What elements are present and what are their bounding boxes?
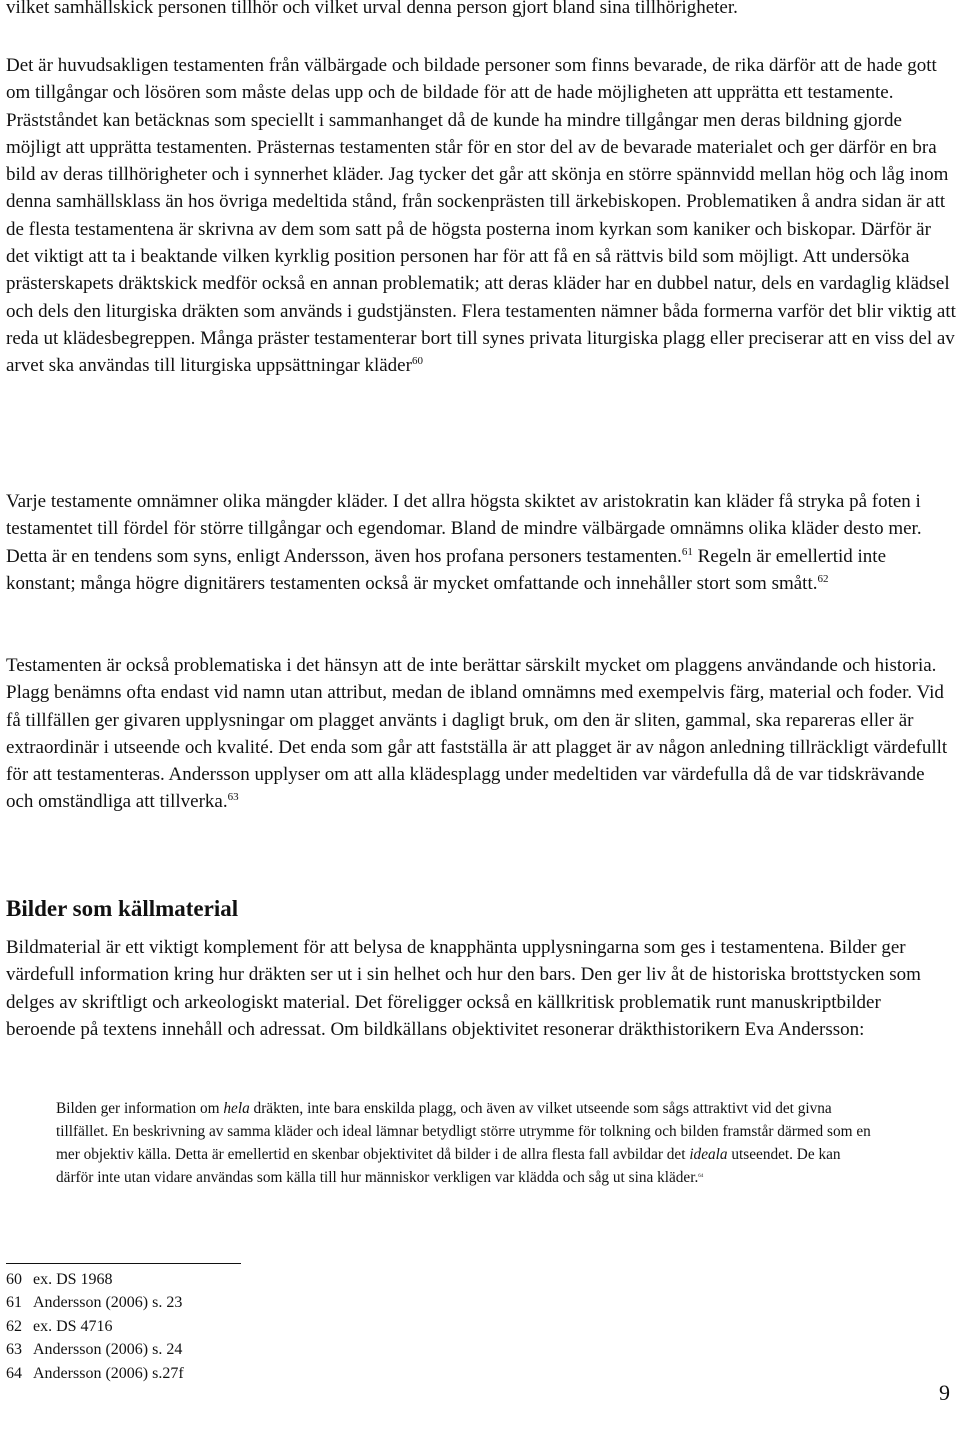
footnote [6, 1315, 184, 1338]
paragraph-amount-of-clothes [6, 488, 954, 597]
quote-text: utseendet. De kan därför inte utan vidare användas som källa till hur människor verkligen var klädda och såg ut sina kläder. [56, 1146, 841, 1186]
paragraph-images-as-source: Bildmaterial är ett viktigt komplement för att belysa de knapphänta upplysningarna som ges i testamentena. Bilder ger värdefull information kring hur dräkten ser ut i sin helhet och hur den bars. Den ger liv åt de historiska brottstycken som delges av skriftligt och arkeologiskt material. Det föreligger också en källkritisk problematik runt manuskriptbilder beroende på textens innehåll och adressat. Om bildkällans objektivitet resonerar dräkthistorikern Eva Andersson: [6, 937, 921, 1040]
footnote [6, 1362, 184, 1385]
paragraph-testament-problems [6, 652, 954, 816]
footnote [6, 1268, 184, 1291]
footnote-text: ex. DS 1968 [33, 1271, 113, 1288]
footnote-number: 64 [6, 1364, 22, 1382]
footnote [6, 1338, 184, 1361]
page-number: 9 [939, 1380, 950, 1405]
paragraph-testaments-clergy [6, 52, 956, 380]
footnote-text: ex. DS 4716 [33, 1317, 113, 1335]
sentence: Flera testamenten nämner båda formerna varför det blir viktig att reda ut klädesbegreppen. [6, 300, 956, 349]
sentence: Jag tycker det går att skönja en större spännvidd mellan hög och låg inom denna samhällsklass än hos övriga medeltida stånd, från sockenprästen till ärkebiskopen. [6, 164, 949, 213]
sentence: Många präster testamenterar bort till synes privata liturgiska plagg eller preciserar att en viss del av arvet ska användas till liturgiska uppsättningar kläder [6, 327, 955, 377]
footnote-text: Andersson (2006) s. 24 [33, 1341, 183, 1359]
footnote-number: 60 [6, 1271, 22, 1288]
footnote-ref: 64 [698, 1174, 704, 1179]
sentence: Prästernas testamenten står för en stor del av de bevarade materialet och ger därför en bra bild av deras tillhörigheter och i synnerhet kläder. [6, 136, 937, 186]
footnote-separator [6, 1263, 241, 1264]
sentence: Prästståndet kan betäcknas som speciellt i sammanhanget då de kunde ha mindre tillgångar men deras bildning gjorde möjligt att upprätta testamenten. [6, 109, 902, 158]
footnote-text: Andersson (2006) s. 23 [33, 1294, 183, 1312]
sentence: Därför är det viktigt att ta i beaktande vilken kyrklig position personen har för att få en så rättvis bild som möjligt. [6, 218, 931, 268]
quote-text: Bilden ger information om [56, 1100, 224, 1117]
quote-text: dräkten, inte bara enskilda plagg, och även av vilket utseende som sågs attraktivt vid det givna tillfället. En beskrivning av samma kläder och ideal lämnar betydligt större utrymme för tolkning och bilden framstår därmed som en mer objektiv källa. Detta är emellertid en skenbar objektivitet då bilder i de allra flesta fall avbildar det [56, 1100, 871, 1163]
footnote-text: Andersson (2006) s.27f [33, 1364, 184, 1382]
sentence: Att undersöka prästerskapets dräktskick medför också en annan problematik; att deras kläder har en dubbel natur, dels en vardaglig klädsel och dels den liturgiska dräkten som används i gudstjänsten. [6, 246, 950, 322]
quote-italic: ideala [689, 1146, 728, 1163]
section-heading: Bilder som källmaterial [6, 896, 239, 921]
footnote-number: 62 [6, 1317, 22, 1335]
sentence: Det är huvudsakligen testamenten från välbärgade och bildade personer som finns bevarade, de rika därför att de hade gott om tillgångar och lösören som måste delas upp och de bildade för att de hade möjligheten att upprätta ett testamente. [6, 55, 937, 104]
text-segment: Varje testamente omnämner olika mängder kläder. I det allra högsta skiktet av aristokratin kan kläder få stryka på foten i testamentet till fördel för större tillgångar och egendomar. Bland de mindre välbärgade omnämns olika kläder desto mer. Detta är en tendens som syns, enligt Andersson, även hos profana personers testamenten. [6, 491, 922, 567]
text-segment: Testamenten är också problematiska i det hänsyn att de inte berättar särskilt mycket om plaggens användande och historia. Plagg benämns ofta endast vid namn utan attribut, medan de ibland omnämns med exempelvis färg, material och foder. Vid få tillfällen ger givaren upplysningar om plagget använts i dagligt bruk, om den är sliten, gammal, ska repareras eller är extraordinär i utseende och kvalité. Det enda som går att fastställa är att plagget är av någon anledning tillräckligt värdefullt för att testamenteras. Andersson upplyser om att alla klädesplagg under medeltiden var värdefulla då de var tidskrävande och omständliga att tillverka. [6, 655, 948, 813]
block-quote [56, 1097, 876, 1189]
footnote [6, 1291, 184, 1314]
footnote-list [6, 1268, 184, 1385]
sentence: Problematiken å andra sidan är att de flesta testamentena är skrivna av dem som satt på de högsta posterna inom kyrkan som kaniker och biskopar. [6, 191, 946, 240]
footnote-ref: 60 [411, 355, 423, 368]
footnote-number: 63 [6, 1341, 22, 1359]
quote-italic: hela [223, 1100, 250, 1117]
continued-text-line: vilket samhällskick personen tillhör och vilket urval denna person gjort bland sina tillhörigheter. [6, 0, 738, 18]
text-segment: Regeln är emellertid inte konstant; många högre dignitärers testamenten också är mycket omfattande och innehåller stort som smått. [6, 545, 887, 594]
footnote-ref: 63 [227, 791, 239, 804]
footnote-ref: 61 [681, 545, 693, 558]
footnote-ref: 62 [817, 572, 829, 585]
footnote-number: 61 [6, 1294, 22, 1312]
